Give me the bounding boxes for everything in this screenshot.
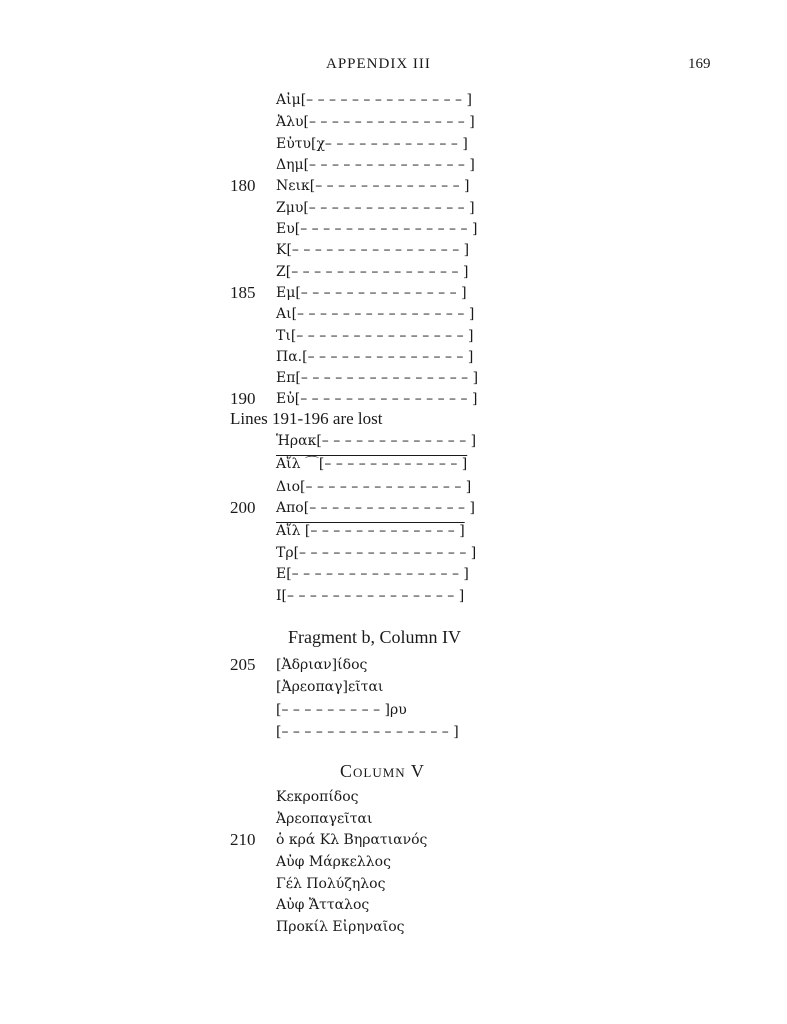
line-text: [Ἀρεοπαγ]εῖται (276, 679, 384, 695)
lost-lines-note: Lines 191-196 are lost (230, 409, 383, 428)
line-text: Εὐτυ[χ– – – – – – – – – – – – ] (276, 136, 468, 152)
page-number: 169 (688, 56, 711, 72)
line-text: Κεκροπίδος (276, 789, 359, 805)
line-text: Ευ[– – – – – – – – – – – – – – – ] (276, 221, 478, 237)
line-text: [– – – – – – – – – ]ρυ (276, 702, 407, 718)
line-text: Ζμυ[– – – – – – – – – – – – – – ] (276, 200, 475, 216)
line-text: Διο[– – – – – – – – – – – – – – ] (276, 479, 472, 495)
line-text: Εμ[– – – – – – – – – – – – – – ] (276, 285, 467, 301)
line-text: Ι[– – – – – – – – – – – – – – – ] (276, 588, 465, 604)
line-text: Ζ[– – – – – – – – – – – – – – – ] (276, 264, 469, 280)
line-text: [– – – – – – – – – – – – – – – ] (276, 724, 459, 740)
line-number: 205 (230, 655, 256, 674)
line-text: Ἡρακ[– – – – – – – – – – – – – ] (276, 433, 477, 449)
line-text: Αὐφ Μάρκελλος (276, 854, 391, 870)
line-number: 185 (230, 283, 256, 302)
line-text: Αι[– – – – – – – – – – – – – – – ] (276, 306, 475, 322)
fragment-heading: Fragment b, Column IV (288, 627, 461, 647)
line-text: Αἴλ [– – – – – – – – – – – – – ] (276, 523, 465, 539)
line-number: 200 (230, 498, 256, 517)
line-text: Τρ[– – – – – – – – – – – – – – – ] (276, 545, 477, 561)
line-number: 210 (230, 830, 256, 849)
line-text: Κ[– – – – – – – – – – – – – – – ] (276, 242, 470, 258)
line-text: Δημ[– – – – – – – – – – – – – – ] (276, 157, 475, 173)
line-text: ὁ κρά Κλ Βηρατιανός (276, 832, 428, 848)
line-text: Αἴλ ⌒[– – – – – – – – – – – – ] (276, 456, 468, 472)
running-head: APPENDIX III (326, 56, 431, 72)
line-text: Απο[– – – – – – – – – – – – – – ] (276, 500, 475, 516)
line-text: Πα.[– – – – – – – – – – – – – – ] (276, 349, 474, 365)
line-text: Αὐφ Ἄτταλος (276, 897, 370, 913)
line-text: Ἀρεοπαγεῖται (276, 811, 373, 827)
line-text: Αἰμ[– – – – – – – – – – – – – – ] (276, 92, 472, 108)
column-v-heading: Column V (340, 761, 425, 781)
line-text: Γέλ Πολύζηλος (276, 876, 386, 892)
line-text: [Ἀδριαν]ίδος (276, 657, 368, 673)
line-text: Επ[– – – – – – – – – – – – – – – ] (276, 370, 479, 386)
line-text: Ἀλυ[– – – – – – – – – – – – – – ] (276, 114, 475, 130)
line-text: Τι[– – – – – – – – – – – – – – – ] (276, 328, 474, 344)
line-text: Εὐ[– – – – – – – – – – – – – – – ] (276, 391, 478, 407)
line-text: Προκίλ Εἰρηναῖος (276, 919, 405, 935)
line-number: 180 (230, 176, 256, 195)
line-number: 190 (230, 389, 256, 408)
line-text: Νεικ[– – – – – – – – – – – – – ] (276, 178, 470, 194)
line-text: Ε[– – – – – – – – – – – – – – – ] (276, 566, 469, 582)
